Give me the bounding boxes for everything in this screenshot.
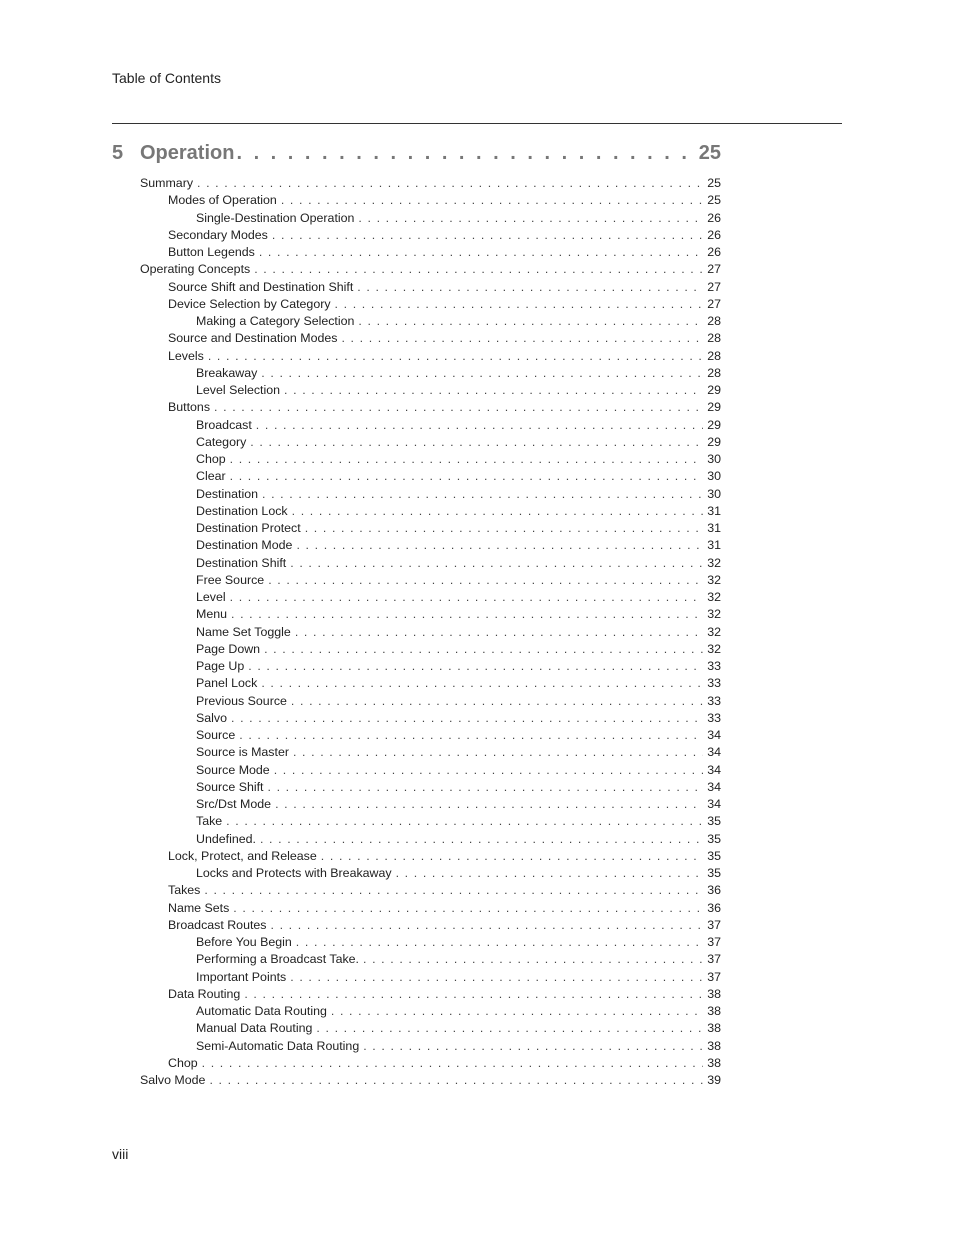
toc-entry-page: 29 — [707, 400, 721, 415]
toc-entry-page: 39 — [707, 1073, 721, 1087]
dot-leader — [233, 900, 703, 917]
toc-entry-page: 35 — [707, 814, 721, 829]
dot-leader — [254, 261, 703, 278]
toc-entry-title: Chop — [196, 452, 226, 466]
toc-entry[interactable] — [112, 1003, 721, 1020]
toc-entry[interactable] — [112, 848, 721, 865]
toc-entry[interactable] — [112, 831, 721, 848]
toc-entry-title: Source Mode — [196, 762, 270, 777]
toc-entry-page: 35 — [707, 831, 721, 846]
toc-entry[interactable] — [112, 589, 721, 606]
toc-entry-title: Name Set Toggle — [196, 624, 291, 639]
toc-entry-page: 33 — [707, 659, 721, 673]
toc-entry-page: 26 — [707, 227, 721, 242]
dot-leader — [208, 348, 703, 365]
toc-entry[interactable] — [112, 727, 721, 744]
dot-leader — [230, 589, 704, 606]
toc-entry-title: Automatic Data Routing — [196, 1004, 327, 1018]
toc-entry[interactable] — [112, 296, 721, 313]
dot-leader — [231, 710, 703, 727]
toc-entry-page: 29 — [707, 417, 721, 432]
toc-entry[interactable] — [112, 813, 721, 830]
chapter-heading[interactable] — [112, 142, 721, 165]
dot-leader — [256, 417, 703, 434]
dot-leader — [268, 572, 703, 589]
dot-leader — [262, 486, 703, 503]
toc-entry-page: 33 — [707, 710, 721, 725]
toc-entry[interactable] — [112, 1020, 721, 1037]
toc-entry[interactable] — [112, 486, 721, 503]
dot-leader — [331, 1003, 703, 1020]
toc-entry[interactable] — [112, 279, 721, 296]
dot-leader — [284, 382, 703, 399]
dot-leader — [231, 606, 703, 623]
toc-entry-page: 38 — [707, 1055, 721, 1070]
toc-entry-title: Salvo Mode — [140, 1073, 206, 1087]
toc-entry-title: Single-Destination Operation — [196, 210, 355, 225]
dot-leader — [204, 882, 703, 899]
dot-leader — [272, 227, 703, 244]
toc-entry-page: 28 — [707, 348, 721, 363]
toc-entry-page: 31 — [707, 521, 721, 535]
dot-leader — [295, 624, 703, 641]
toc-entry-title: Manual Data Routing — [196, 1021, 313, 1036]
toc-entry[interactable] — [112, 555, 721, 572]
toc-entry[interactable] — [112, 468, 721, 485]
toc-entry-title: Performing a Broadcast Take. — [196, 952, 359, 967]
dot-leader — [293, 744, 703, 761]
page-folio: viii — [112, 1146, 129, 1162]
toc-entry[interactable] — [112, 330, 721, 347]
dot-leader — [290, 969, 703, 986]
dot-leader — [281, 192, 703, 209]
toc-entry-page: 37 — [707, 935, 721, 949]
toc-entry[interactable] — [112, 710, 721, 727]
dot-leader — [226, 813, 703, 830]
toc-entry-title: Menu — [196, 607, 227, 622]
toc-entry-title: Breakaway — [196, 365, 258, 380]
toc-entry-title: Chop — [168, 1055, 198, 1070]
toc-entry-page: 32 — [707, 572, 721, 587]
toc-entry-page: 31 — [707, 538, 721, 553]
toc-entry-page: 32 — [707, 607, 721, 622]
toc-entry-page: 32 — [707, 641, 721, 656]
dot-leader — [244, 986, 703, 1003]
toc-entry[interactable] — [112, 1055, 721, 1072]
toc-list — [112, 175, 721, 1089]
toc-entry[interactable] — [112, 624, 721, 641]
dot-leader — [341, 330, 703, 347]
toc-entry-page: 25 — [707, 193, 721, 208]
toc-entry-title: Level Selection — [196, 383, 281, 397]
toc-entry[interactable] — [112, 779, 721, 796]
toc-entry[interactable] — [112, 693, 721, 710]
toc-entry[interactable] — [112, 434, 721, 451]
toc-entry-title: Salvo — [196, 710, 227, 725]
dot-leader — [296, 934, 703, 951]
dot-leader — [239, 727, 703, 744]
toc-entry[interactable] — [112, 1038, 721, 1055]
toc-entry[interactable] — [112, 951, 721, 968]
toc-entry-page: 26 — [707, 210, 721, 225]
toc-entry-page: 33 — [707, 676, 721, 691]
toc-entry-title: Category — [196, 434, 247, 449]
toc-entry[interactable] — [112, 675, 721, 692]
dot-leader — [197, 175, 703, 192]
toc-entry[interactable] — [112, 762, 721, 779]
toc-entry-title: Source is Master — [196, 745, 289, 760]
toc-entry-title: Panel Lock — [196, 676, 258, 691]
dot-leader — [291, 693, 703, 710]
toc-entry-page: 34 — [707, 779, 721, 794]
toc-entry-title: Destination — [196, 486, 258, 501]
toc-entry[interactable] — [112, 572, 721, 589]
toc-entry[interactable] — [112, 244, 721, 261]
toc-entry-page: 27 — [707, 296, 721, 311]
toc-entry-page: 32 — [707, 590, 721, 604]
toc-entry-title: Level — [196, 590, 226, 604]
dot-leader — [274, 762, 704, 779]
dot-leader — [209, 1072, 703, 1089]
toc-entry-title: Page Down — [196, 641, 261, 656]
toc-entry[interactable] — [112, 1072, 721, 1089]
toc-entry-page: 31 — [707, 503, 721, 518]
toc-entry-page: 28 — [707, 314, 721, 328]
toc-entry-page: 37 — [707, 917, 721, 932]
toc-entry-title: Locks and Protects with Breakaway — [196, 866, 392, 880]
toc-entry[interactable] — [112, 917, 721, 934]
dot-leader — [214, 399, 703, 416]
dot-leader — [268, 779, 704, 796]
toc-entry[interactable] — [112, 503, 721, 520]
toc-entry-title: Takes — [168, 883, 201, 898]
toc-entry-title: Undefined. — [196, 831, 256, 846]
toc-entry-page: 37 — [707, 969, 721, 984]
toc-entry[interactable] — [112, 192, 721, 209]
toc-entry-title: Button Legends — [168, 245, 255, 259]
dot-leader — [248, 658, 703, 675]
toc-entry-page: 25 — [707, 176, 721, 190]
toc-entry[interactable] — [112, 210, 721, 227]
toc-entry-title: Levels — [168, 348, 204, 363]
toc-entry-title: Name Sets — [168, 900, 230, 915]
toc-entry-page: 28 — [707, 365, 721, 380]
toc-entry-title: Summary — [140, 176, 194, 190]
toc-entry[interactable] — [112, 520, 721, 537]
toc-entry-page: 29 — [707, 434, 721, 449]
toc-entry-title: Page Up — [196, 659, 245, 673]
dot-leader — [236, 142, 694, 165]
toc-entry-title: Destination Protect — [196, 521, 301, 535]
toc-entry-title: Before You Begin — [196, 935, 292, 949]
toc-entry[interactable] — [112, 399, 721, 416]
toc-entry-page: 27 — [707, 279, 721, 294]
toc-entry-title: Source Shift and Destination Shift — [168, 279, 354, 294]
toc-entry-title: Previous Source — [196, 693, 287, 708]
dot-leader — [230, 468, 704, 485]
dot-leader — [292, 503, 704, 520]
dot-leader — [260, 831, 703, 848]
toc-entry[interactable] — [112, 969, 721, 986]
dot-leader — [358, 210, 703, 227]
toc-entry-page: 35 — [707, 848, 721, 863]
toc-entry-title: Broadcast Routes — [168, 917, 267, 932]
chapter-number: 5 — [112, 142, 124, 164]
dot-leader — [363, 1038, 703, 1055]
toc-entry-page: 33 — [707, 693, 721, 708]
toc-entry-page: 34 — [707, 728, 721, 742]
toc-entry-page: 37 — [707, 952, 721, 967]
dot-leader — [316, 1020, 703, 1037]
toc-entry-page: 36 — [707, 900, 721, 915]
dot-leader — [290, 555, 703, 572]
toc-entry-page: 30 — [707, 469, 721, 484]
dot-leader — [321, 848, 703, 865]
dot-leader — [261, 365, 703, 382]
toc-entry-page: 38 — [707, 1038, 721, 1053]
toc-entry-title: Lock, Protect, and Release — [168, 848, 317, 863]
toc-entry-title: Free Source — [196, 572, 265, 587]
dot-leader — [202, 1055, 704, 1072]
dot-leader — [296, 537, 703, 554]
toc-entry-title: Src/Dst Mode — [196, 797, 272, 811]
dot-leader — [259, 244, 703, 261]
toc-entry[interactable] — [112, 313, 721, 330]
toc-entry-title: Take — [196, 814, 223, 829]
toc-entry-title: Destination Lock — [196, 503, 288, 518]
toc-entry-page: 29 — [707, 383, 721, 397]
toc-entry[interactable] — [112, 227, 721, 244]
toc-entry-title: Device Selection by Category — [168, 296, 331, 311]
toc-entry-page: 30 — [707, 452, 721, 466]
toc-entry-page: 26 — [707, 245, 721, 259]
toc-entry[interactable] — [112, 175, 721, 192]
toc-entry-title: Semi-Automatic Data Routing — [196, 1038, 360, 1053]
toc-entry-page: 34 — [707, 797, 721, 811]
dot-leader — [261, 675, 703, 692]
toc-entry-title: Operating Concepts — [140, 262, 251, 277]
dot-leader — [250, 434, 703, 451]
chapter-title: Operation — [140, 142, 235, 164]
dot-leader — [230, 451, 704, 468]
toc-entry-page: 28 — [707, 331, 721, 346]
toc-entry[interactable] — [112, 934, 721, 951]
toc-entry[interactable] — [112, 382, 721, 399]
running-header: Table of Contents — [112, 70, 221, 86]
toc-entry-page: 34 — [707, 762, 721, 777]
toc-entry[interactable] — [112, 986, 721, 1003]
dot-leader — [358, 313, 703, 330]
toc-entry[interactable] — [112, 365, 721, 382]
toc-entry[interactable] — [112, 348, 721, 365]
toc-entry[interactable] — [112, 796, 721, 813]
dot-leader — [357, 279, 703, 296]
toc-entry-title: Important Points — [196, 969, 287, 984]
toc-entry-page: 38 — [707, 1021, 721, 1036]
toc-entry-title: Secondary Modes — [168, 227, 268, 242]
dot-leader — [396, 865, 704, 882]
toc-entry-title: Modes of Operation — [168, 193, 277, 208]
toc-entry-page: 32 — [707, 624, 721, 639]
toc-entry-title: Destination Shift — [196, 555, 287, 570]
dot-leader — [335, 296, 704, 313]
toc-entry-title: Source — [196, 728, 236, 742]
toc-entry[interactable] — [112, 744, 721, 761]
toc-entry-page: 36 — [707, 883, 721, 898]
toc-entry-page: 34 — [707, 745, 721, 760]
toc-entry-title: Making a Category Selection — [196, 314, 355, 328]
header-rule — [112, 123, 842, 124]
toc-entry-title: Source and Destination Modes — [168, 331, 338, 346]
toc-entry-title: Buttons — [168, 400, 211, 415]
toc-entry-page: 30 — [707, 486, 721, 501]
dot-leader — [264, 641, 703, 658]
toc-entry[interactable] — [112, 882, 721, 899]
toc-entry[interactable] — [112, 658, 721, 675]
toc-entry-page: 32 — [707, 555, 721, 570]
toc-entry-page: 38 — [707, 986, 721, 1001]
toc-entry[interactable] — [112, 417, 721, 434]
toc-entry-title: Broadcast — [196, 417, 252, 432]
toc-entry-page: 38 — [707, 1004, 721, 1018]
toc-entry[interactable] — [112, 641, 721, 658]
toc-entry[interactable] — [112, 900, 721, 917]
toc-entry-title: Data Routing — [168, 986, 241, 1001]
dot-leader — [271, 917, 704, 934]
dot-leader — [363, 951, 703, 968]
dot-leader — [275, 796, 703, 813]
dot-leader — [305, 520, 704, 537]
toc-entry[interactable] — [112, 865, 721, 882]
chapter-page-number: 25 — [698, 142, 721, 164]
toc-entry-title: Destination Mode — [196, 538, 293, 553]
toc-entry-page: 27 — [707, 262, 721, 277]
toc-entry[interactable] — [112, 537, 721, 554]
toc-entry[interactable] — [112, 451, 721, 468]
toc-entry[interactable] — [112, 261, 721, 278]
toc-entry-title: Source Shift — [196, 779, 264, 794]
toc-entry-title: Clear — [196, 469, 226, 484]
toc-entry-page: 35 — [707, 866, 721, 880]
toc-entry[interactable] — [112, 606, 721, 623]
